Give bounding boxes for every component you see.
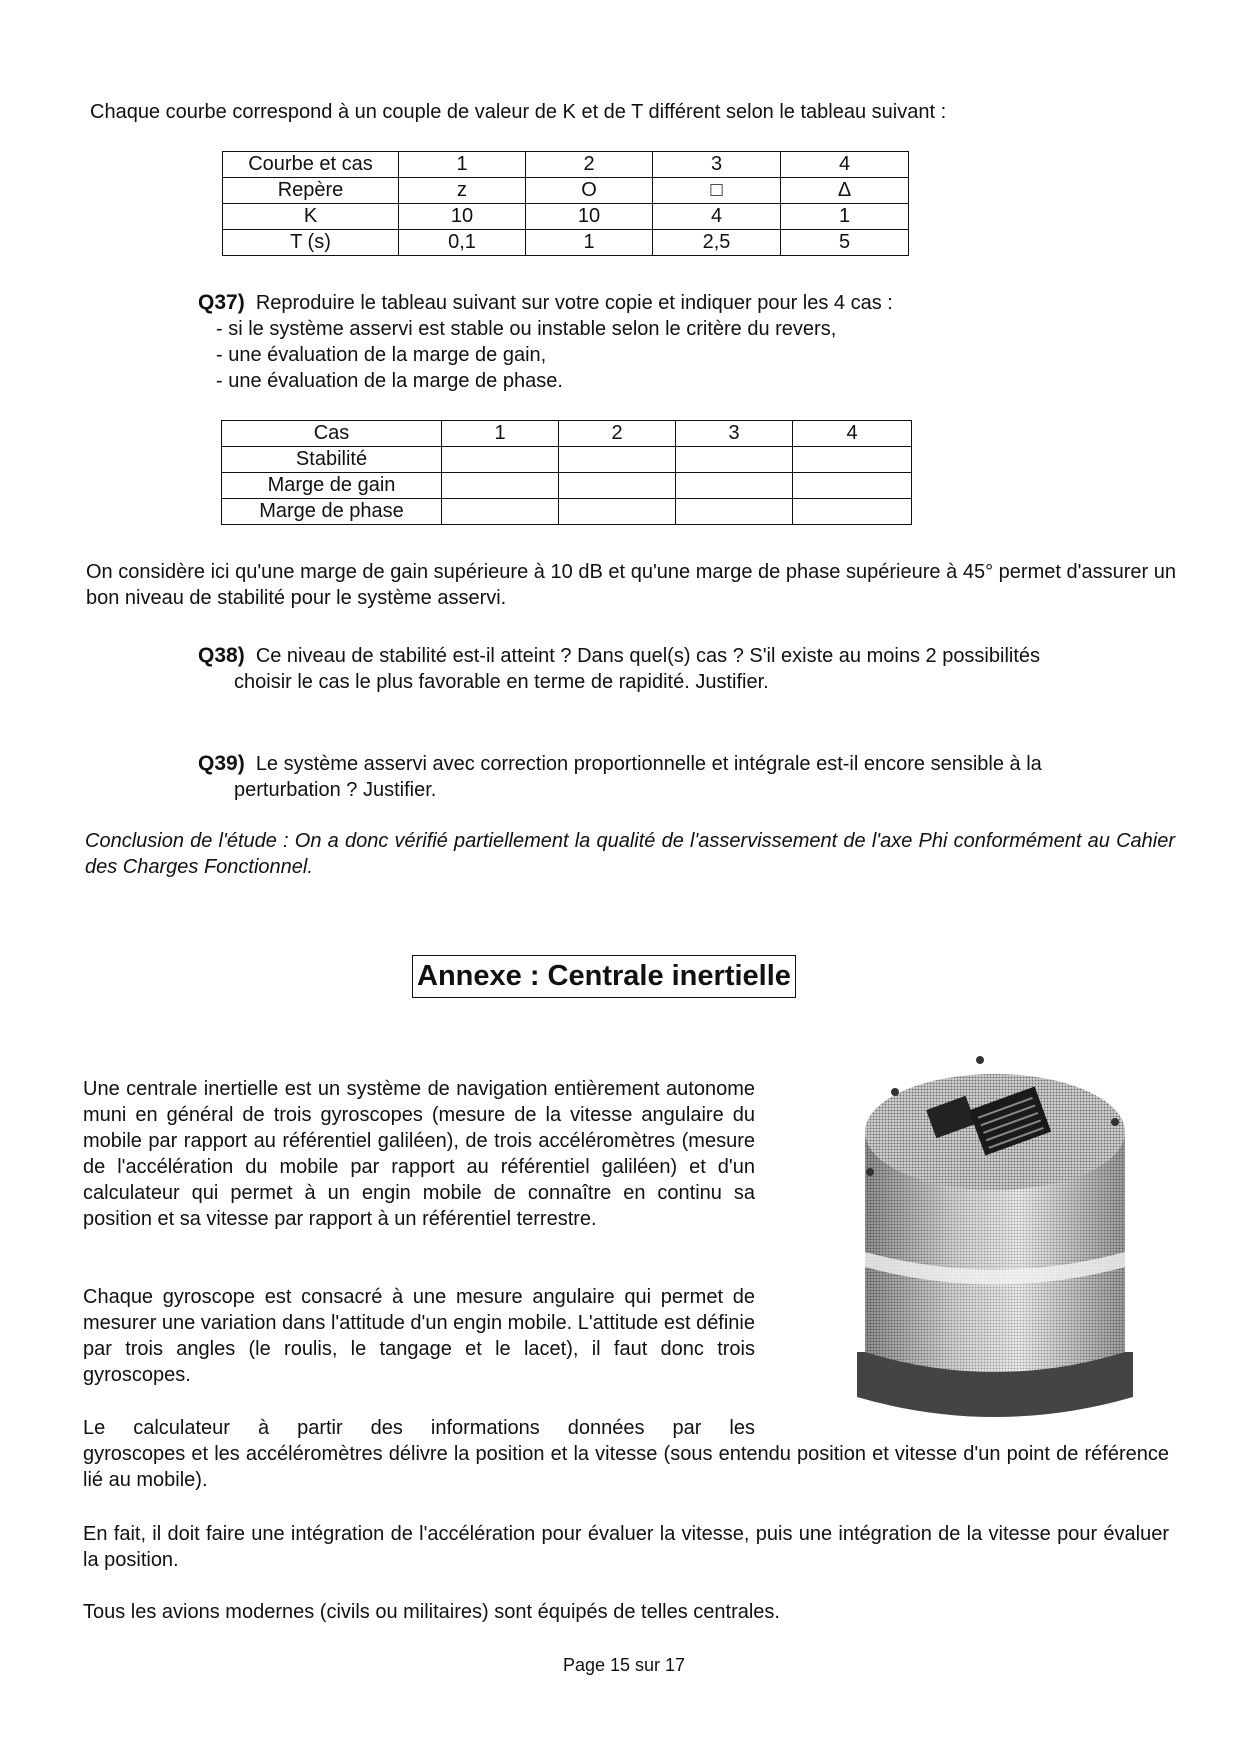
table-cell: 1 <box>399 152 526 178</box>
table-row <box>223 178 909 204</box>
table-row <box>222 447 912 473</box>
question-number: Q38) <box>198 644 245 667</box>
table-cell: 2 <box>526 152 653 178</box>
table-row <box>222 421 912 447</box>
question-text: choisir le cas le plus favorable en terme de rapidité. Justifier. <box>234 671 769 693</box>
table-cell: Marge de phase <box>222 499 442 525</box>
annex-paragraph-1: Une centrale inertielle est un système de navigation entièrement autonome muni en général de trois gyroscopes (mesure de la vitesse angulaire du mobile par rapport au référentiel galiléen), de trois accéléromètres (mesure de l'accélération du mobile par rapport au référentiel galiléen) et d'un calculateur qui permet à un engin mobile de connaître en continu sa position et sa vitesse par rapport à un référentiel terrestre. <box>83 1078 755 1230</box>
table-cell: z <box>399 178 526 204</box>
table-cell: 4 <box>653 204 781 230</box>
table-cell: 5 <box>781 230 909 256</box>
table-cell: Δ <box>781 178 909 204</box>
table-cell: 10 <box>399 204 526 230</box>
table-cell <box>676 473 793 499</box>
table-cell: 4 <box>793 421 912 447</box>
table-cell <box>793 447 912 473</box>
question-39 <box>198 751 1042 803</box>
question-text: Le système asservi avec correction proportionnelle et intégrale est-il encore sensible à la <box>255 753 1042 775</box>
table-cell <box>793 473 912 499</box>
list-item: - une évaluation de la marge de gain, <box>216 344 547 366</box>
page-number: Page 15 sur 17 <box>562 1655 686 1675</box>
table-cell <box>559 499 676 525</box>
table-cell <box>676 499 793 525</box>
table-cell: 3 <box>653 152 781 178</box>
table-cell: 1 <box>781 204 909 230</box>
curves-table <box>222 151 909 256</box>
question-37 <box>198 290 893 394</box>
table-cell: Courbe et cas <box>223 152 399 178</box>
question-number: Q37) <box>198 291 245 314</box>
annex-paragraph-5: Tous les avions modernes (civils ou militaires) sont équipés de telles centrales. <box>83 1601 780 1623</box>
annex-paragraph-3-start: Le calculateur à partir des informations données par les <box>83 1417 755 1439</box>
table-row <box>222 473 912 499</box>
table-cell: Stabilité <box>222 447 442 473</box>
table-cell: 10 <box>526 204 653 230</box>
table-cell: 3 <box>676 421 793 447</box>
inertial-unit-photo <box>845 1052 1145 1432</box>
table-row <box>223 204 909 230</box>
table-cell: Marge de gain <box>222 473 442 499</box>
table-cell: 1 <box>442 421 559 447</box>
question-38 <box>198 643 1040 695</box>
question-text: perturbation ? Justifier. <box>234 779 437 801</box>
annex-paragraph-2: Chaque gyroscope est consacré à une mesure angulaire qui permet de mesurer une variation dans l'attitude d'un engin mobile. L'attitude est définie par trois angles (le roulis, le tangage et le lacet), il faut donc trois gyroscopes. <box>83 1286 755 1386</box>
table-cell: O <box>526 178 653 204</box>
table-cell: Repère <box>223 178 399 204</box>
table-cell: K <box>223 204 399 230</box>
table-cell: Cas <box>222 421 442 447</box>
table-cell: 0,1 <box>399 230 526 256</box>
table-cell <box>442 499 559 525</box>
question-number: Q39) <box>198 752 245 775</box>
table-cell <box>442 447 559 473</box>
stability-note: On considère ici qu'une marge de gain supérieure à 10 dB et qu'une marge de phase supérieure à 45° permet d'assurer un bon niveau de stabilité pour le système asservi. <box>86 561 1176 609</box>
annex-paragraph-4: En fait, il doit faire une intégration de l'accélération pour évaluer la vitesse, puis une intégration de la vitesse pour évaluer la position. <box>83 1523 1169 1571</box>
table-cell: 1 <box>526 230 653 256</box>
table-row <box>223 230 909 256</box>
annex-title: Annexe : Centrale inertielle <box>412 955 796 998</box>
table-cell: 2 <box>559 421 676 447</box>
question-text: Ce niveau de stabilité est-il atteint ? Dans quel(s) cas ? S'il existe au moins 2 possibilités <box>255 645 1041 667</box>
intro-text: Chaque courbe correspond à un couple de valeur de K et de T différent selon le tableau suivant : <box>90 101 947 123</box>
table-cell <box>559 473 676 499</box>
table-cell: 4 <box>781 152 909 178</box>
annex-paragraph-3-rest: gyroscopes et les accéléromètres délivre la position et la vitesse (sous entendu position et vitesse d'un point de référence lié au mobile). <box>83 1443 1169 1491</box>
answer-table <box>221 420 912 525</box>
list-item: - si le système asservi est stable ou instable selon le critère du revers, <box>216 318 837 340</box>
table-cell: T (s) <box>223 230 399 256</box>
table-row <box>223 152 909 178</box>
table-cell <box>676 447 793 473</box>
table-cell: □ <box>653 178 781 204</box>
question-text: Reproduire le tableau suivant sur votre copie et indiquer pour les 4 cas : <box>255 292 893 314</box>
conclusion: Conclusion de l'étude : On a donc vérifié partiellement la qualité de l'asservissement de l'axe Phi conformément au Cahier des Charges Fonctionnel. <box>85 830 1175 878</box>
list-item: - une évaluation de la marge de phase. <box>216 370 563 392</box>
table-cell <box>442 473 559 499</box>
table-cell: 2,5 <box>653 230 781 256</box>
table-cell <box>559 447 676 473</box>
table-row <box>222 499 912 525</box>
table-cell <box>793 499 912 525</box>
